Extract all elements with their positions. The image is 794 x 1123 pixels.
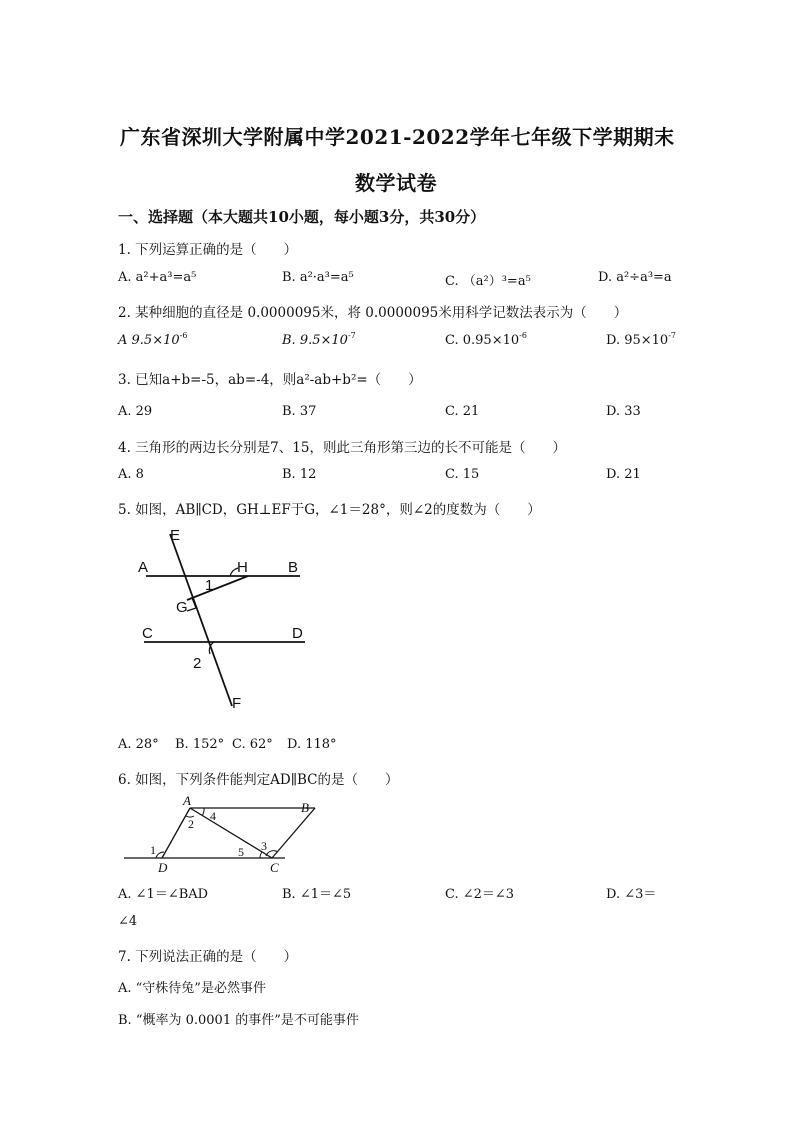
question-1-stem: 1. 下列运算正确的是（ ） [118,242,298,258]
question-2-stem: 2. 某种细胞的直径是 0.0000095米，将 0.0000095米用科学记数法表示为（ ） [118,305,628,321]
question-4-option-d[interactable]: D. 21 [606,467,641,482]
question-2-option-c[interactable] [445,333,527,348]
question-6-option-d[interactable]: D. ∠3＝ [606,887,657,902]
option-c-text: C. 0.95×10 [445,333,520,348]
question-7-option-b[interactable]: B. “概率为 0.0001 的事件”是不可能事件 [118,1013,359,1028]
label-F: F [232,695,242,712]
question-6-option-b[interactable]: B. ∠1＝∠5 [282,887,352,902]
question-7-stem: 7. 下列说法正确的是（ ） [118,949,298,965]
label-C: C [142,625,153,642]
question-5-option-a[interactable]: A. 28° [118,737,159,752]
label-A: A [138,559,149,576]
label-2: 2 [188,817,194,831]
question-5-figure [130,528,330,718]
option-b-exponent: -7 [347,331,356,340]
question-7-option-a[interactable]: A. “守株待兔”是必然事件 [118,981,266,996]
label-H: H [237,559,248,576]
label-A: A [183,794,191,808]
option-c-exponent: -6 [519,331,527,340]
question-6-option-d-wrap: ∠4 [118,914,138,929]
question-2-option-d[interactable] [606,333,676,348]
question-6-option-c[interactable]: C. ∠2＝∠3 [445,887,515,902]
question-4-option-b[interactable]: B. 12 [282,467,317,482]
section-heading: 一、选择题（本大题共10小题，每小题3分，共30分） [118,208,486,226]
question-3-option-c[interactable]: C. 21 [445,404,480,419]
question-5-option-c[interactable]: C. 62° [232,737,273,752]
question-4-option-c[interactable]: C. 15 [445,467,480,482]
label-G: G [176,599,188,616]
label-1: 1 [205,577,214,594]
label-4: 4 [210,809,216,823]
question-3-option-b[interactable]: B. 37 [282,404,317,419]
question-3-option-d[interactable]: D. 33 [606,404,641,419]
option-d-exponent: -7 [668,331,676,340]
question-1-option-c[interactable]: C. （a²）³=a⁵ [445,274,531,289]
page-title-line2: 数学试卷 [355,171,437,195]
label-1: 1 [150,843,156,857]
page-title-line1: 广东省深圳大学附属中学2021-2022学年七年级下学期期末 [120,125,675,149]
question-3-stem: 3. 已知a+b=-5，ab=-4，则a²-ab+b²=（ ） [118,372,422,388]
question-4-stem: 4. 三角形的两边长分别是7、15，则此三角形第三边的长不可能是（ ） [118,440,566,456]
question-6-figure [120,794,335,874]
question-4-option-a[interactable]: A. 8 [118,467,144,482]
label-C: C [270,860,279,874]
question-2-option-b[interactable] [282,333,356,348]
option-d-text: D. 95×10 [606,333,669,348]
option-a-exponent: -6 [179,331,188,340]
label-D: D [158,860,168,874]
question-1-option-a[interactable]: A. a²+a³=a⁵ [118,270,197,285]
question-5-option-b[interactable]: B. 152° [175,737,225,752]
option-b-text: B. 9.5×10 [282,333,348,348]
question-3-option-a[interactable]: A. 29 [118,404,153,419]
question-2-option-a[interactable] [118,333,187,348]
label-5: 5 [238,845,244,859]
question-6-stem: 6. 如图，下列条件能判定AD∥BC的是（ ） [118,772,399,788]
label-B: B [301,800,309,815]
question-6-option-a[interactable]: A. ∠1＝∠BAD [118,887,209,902]
question-5-option-d[interactable]: D. 118° [287,737,337,752]
question-1-option-b[interactable]: B. a²·a³=a⁵ [282,270,354,285]
label-B: B [288,559,299,576]
label-E: E [170,528,181,544]
question-5-stem: 5. 如图，AB∥CD，GH⊥EF于G，∠1＝28°，则∠2的度数为（ ） [118,502,541,518]
label-3: 3 [261,839,267,853]
label-D: D [292,625,303,642]
option-a-text: A 9.5×10 [118,333,180,348]
question-1-option-d[interactable]: D. a²÷a³=a [598,270,672,285]
label-2: 2 [193,655,202,672]
